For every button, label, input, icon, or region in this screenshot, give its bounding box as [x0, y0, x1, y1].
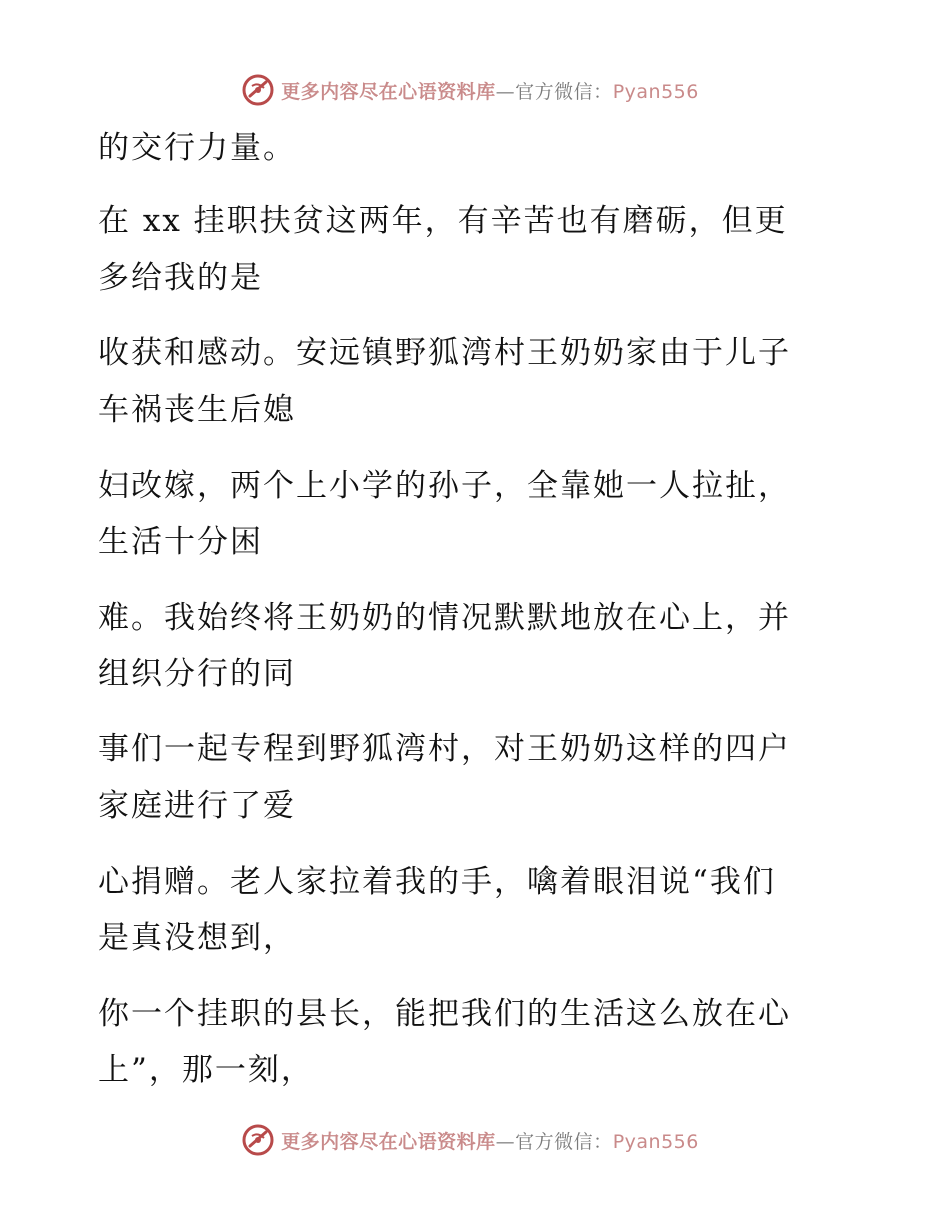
body-line: 事们一起专程到野狐湾村，对王奶奶这样的四户: [98, 731, 791, 767]
body-line: 家庭进行了爱: [98, 788, 296, 824]
footer-banner-main: 更多内容尽在心语资料库: [281, 1130, 496, 1153]
footer-banner: [0, 1120, 950, 1160]
body-line: 在 xx 挂职扶贫这两年，有辛苦也有磨砺，但更: [98, 203, 788, 239]
footer-banner-inner: [241, 1123, 699, 1157]
body-line: 难。我始终将王奶奶的情况默默地放在心上，并: [98, 600, 791, 636]
body-line: 车祸丧生后媳: [98, 392, 296, 428]
body-line: 上”，那一刻，: [98, 1052, 314, 1088]
body-line: 你一个挂职的县长，能把我们的生活这么放在心: [98, 996, 791, 1032]
body-line: 多给我的是: [98, 260, 263, 296]
body-line: 心捐赠。老人家拉着我的手，噙着眼泪说“我们: [98, 864, 776, 900]
body-line: 生活十分困: [98, 524, 263, 560]
library-logo-icon: [241, 1123, 275, 1157]
library-logo-icon: [241, 73, 275, 107]
body-line: 妇改嫁，两个上小学的孙子，全靠她一人拉扯，: [98, 468, 791, 504]
header-banner-main: 更多内容尽在心语资料库: [281, 80, 496, 103]
footer-banner-wechat-label: 官方微信：: [515, 1130, 613, 1153]
body-line: 是真没想到，: [98, 920, 296, 956]
body-line: 组织分行的同: [98, 656, 296, 692]
footer-banner-text: [281, 1127, 699, 1154]
footer-banner-wechat-id: Pyan556: [612, 1130, 699, 1153]
body-line: 的交行力量。: [98, 130, 296, 166]
header-banner-inner: [241, 73, 699, 107]
body-line: 收获和感动。安远镇野狐湾村王奶奶家由于儿子: [98, 335, 791, 371]
header-banner-wechat-id: Pyan556: [612, 80, 699, 103]
footer-banner-dash: —: [495, 1130, 516, 1153]
header-banner-dash: —: [495, 80, 516, 103]
header-banner: [0, 70, 950, 110]
header-banner-text: [281, 77, 699, 104]
header-banner-wechat-label: 官方微信：: [515, 80, 613, 103]
